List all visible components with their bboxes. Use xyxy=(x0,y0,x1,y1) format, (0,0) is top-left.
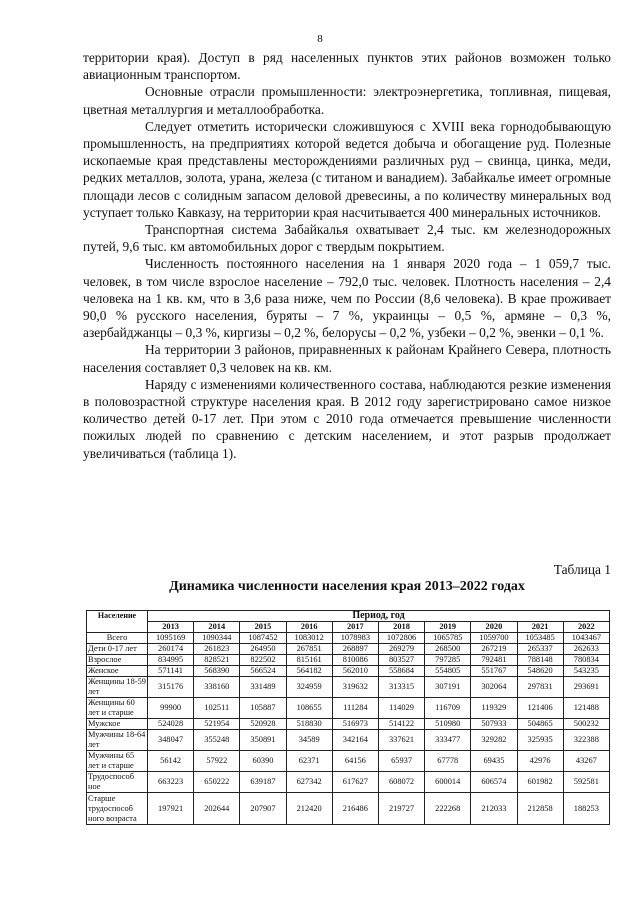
table-cell: 260174 xyxy=(148,644,194,655)
table-row xyxy=(87,677,610,698)
table-cell: 520928 xyxy=(240,719,286,730)
table-row xyxy=(87,772,610,793)
table-cell: 500232 xyxy=(563,719,609,730)
table-cell: 834995 xyxy=(148,655,194,666)
table-cell: 293691 xyxy=(563,677,609,698)
table-cell: 65937 xyxy=(378,751,424,772)
table-cell: 267851 xyxy=(286,644,332,655)
table-cell: 324959 xyxy=(286,677,332,698)
table-cell: 1087452 xyxy=(240,633,286,644)
table-cell: 562010 xyxy=(332,666,378,677)
table-cell: 348047 xyxy=(148,730,194,751)
table-cell: 543235 xyxy=(563,666,609,677)
table-cell: 111284 xyxy=(332,698,378,719)
header-population: Население xyxy=(87,611,148,633)
header-period: Период, год xyxy=(148,611,610,622)
table-cell: 568390 xyxy=(194,666,240,677)
table-cell: 268897 xyxy=(332,644,378,655)
table-row xyxy=(87,793,610,825)
table-cell: 551767 xyxy=(471,666,517,677)
table-cell: 105887 xyxy=(240,698,286,719)
paragraph-3: Следует отметить исторически сложившуюся с XVIII века горнодобывающую промышленность, на предприятиях которой ведется добыча и обогащение руд. Полезные ископаемые края представлены месторождениями различных руд – свинца, цинка, меди, редких металлов, золота, урана, железа (с титаном и ванадием). Забайкалье имеет огромные площади лесов с солидным запасом деловой древесины, а по количеству минеральных вод уступает только Кавказу, на территории края насчитывается 400 минеральных источников. xyxy=(83,118,611,220)
table-cell: 64156 xyxy=(332,751,378,772)
table-cell: 329282 xyxy=(471,730,517,751)
table-cell: 592581 xyxy=(563,772,609,793)
table-cell: 121488 xyxy=(563,698,609,719)
paragraph-6: На территории 3 районов, приравненных к районам Крайнего Севера, плотность населения составляет 0,3 человек на кв. км. xyxy=(83,342,611,375)
table-cell: 1043467 xyxy=(563,633,609,644)
row-label: Трудоспособ ное xyxy=(87,772,148,793)
table-cell: 350891 xyxy=(240,730,286,751)
row-label: Взрослое xyxy=(87,655,148,666)
row-label: Женщины 18-59 лет xyxy=(88,677,146,696)
table-cell: 663223 xyxy=(148,772,194,793)
row-label: Старше трудоспособ ного возраста xyxy=(87,793,148,825)
table-cell: 114029 xyxy=(378,698,424,719)
table-cell: 262633 xyxy=(563,644,609,655)
table-header-row-1 xyxy=(87,611,610,622)
paragraph-2: Основные отрасли промышленности: электроэнергетика, топливная, пищевая, цветная металлургия и металлообработка. xyxy=(83,84,611,117)
table-cell: 627342 xyxy=(286,772,332,793)
table-row xyxy=(87,644,610,655)
row-label: Всего xyxy=(87,633,148,644)
table-title: Динамика численности населения края 2013–2022 годах xyxy=(169,579,525,594)
table-cell: 261823 xyxy=(194,644,240,655)
table-row xyxy=(87,730,610,751)
table-row xyxy=(87,655,610,666)
table-cell: 116709 xyxy=(425,698,471,719)
table-cell: 67778 xyxy=(425,751,471,772)
table-cell: 1059700 xyxy=(471,633,517,644)
paragraph-4: Транспортная система Забайкалья охватывает 2,4 тыс. км железнодорожных путей, 9,6 тыс. км автомобильных дорог с твердым покрытием. xyxy=(83,222,611,255)
population-table-wrapper xyxy=(86,610,610,825)
row-label: Женское xyxy=(87,666,148,677)
table-cell: 212033 xyxy=(471,793,517,825)
page-number: 8 xyxy=(317,33,323,45)
table-label: Таблица 1 xyxy=(553,562,611,577)
year-header: 2018 xyxy=(378,622,424,633)
table-cell: 1065785 xyxy=(425,633,471,644)
table-row xyxy=(87,751,610,772)
table-row xyxy=(87,666,610,677)
table-cell: 564182 xyxy=(286,666,332,677)
table-cell: 119329 xyxy=(471,698,517,719)
table-cell: 43267 xyxy=(563,751,609,772)
table-cell: 108655 xyxy=(286,698,332,719)
table-cell: 325935 xyxy=(517,730,563,751)
table-cell: 815161 xyxy=(286,655,332,666)
row-label: Мужчины 65 лет и старше xyxy=(87,751,148,772)
table-cell: 313315 xyxy=(378,677,424,698)
table-cell: 121406 xyxy=(517,698,563,719)
table-cell: 1083012 xyxy=(286,633,332,644)
table-cell: 333477 xyxy=(425,730,471,751)
table-cell: 828521 xyxy=(194,655,240,666)
table-cell: 639187 xyxy=(240,772,286,793)
table-row xyxy=(87,633,610,644)
table-cell: 617627 xyxy=(332,772,378,793)
table-cell: 265337 xyxy=(517,644,563,655)
table-cell: 355248 xyxy=(194,730,240,751)
table-cell: 322388 xyxy=(563,730,609,751)
table-cell: 788148 xyxy=(517,655,563,666)
table-cell: 222268 xyxy=(425,793,471,825)
table-cell: 518830 xyxy=(286,719,332,730)
table-body xyxy=(87,633,610,825)
table-caption xyxy=(83,561,611,595)
table-cell: 510980 xyxy=(425,719,471,730)
year-header: 2019 xyxy=(425,622,471,633)
table-cell: 307191 xyxy=(425,677,471,698)
table-cell: 62371 xyxy=(286,751,332,772)
table-cell: 600014 xyxy=(425,772,471,793)
table-cell: 315176 xyxy=(148,677,194,698)
table-cell: 797285 xyxy=(425,655,471,666)
table-cell: 269279 xyxy=(378,644,424,655)
table-cell: 267219 xyxy=(471,644,517,655)
table-cell: 56142 xyxy=(148,751,194,772)
row-label: Дети 0-17 лет xyxy=(87,644,148,655)
table-cell: 548620 xyxy=(517,666,563,677)
row-label: Мужчины 18-64 лет xyxy=(87,730,148,751)
body-text xyxy=(83,49,611,462)
table-cell: 212858 xyxy=(517,793,563,825)
paragraph-5: Численность постоянного населения на 1 января 2020 года – 1 059,7 тыс. человек, в том числе взрослое население – 792,0 тыс. человек. Плотность населения – 2,4 человека на 1 кв. км, что в 3,6 раза ниже, чем по России (8,6 человека). В крае проживает 90,0 % русского населения, буряты – 7 %, украинцы – 0,5 %, армяне – 0,3 %, азербайджанцы – 0,3 %, киргизы – 0,2 %, белорусы – 0,2 %, узбеки – 0,2 %, эвенки – 0,1 %. xyxy=(83,256,611,341)
table-row xyxy=(87,719,610,730)
table-cell: 331489 xyxy=(240,677,286,698)
table-cell: 1072806 xyxy=(378,633,424,644)
table-row xyxy=(87,698,610,719)
table-cell: 297831 xyxy=(517,677,563,698)
table-cell: 524028 xyxy=(148,719,194,730)
table-cell: 57922 xyxy=(194,751,240,772)
table-cell: 219727 xyxy=(378,793,424,825)
year-header: 2013 xyxy=(148,622,194,633)
year-header: 2014 xyxy=(194,622,240,633)
table-cell: 342164 xyxy=(332,730,378,751)
table-cell: 608072 xyxy=(378,772,424,793)
table-cell: 60390 xyxy=(240,751,286,772)
table-cell: 822502 xyxy=(240,655,286,666)
table-cell: 554805 xyxy=(425,666,471,677)
table-cell: 34589 xyxy=(286,730,332,751)
year-header: 2022 xyxy=(563,622,609,633)
table-cell: 268500 xyxy=(425,644,471,655)
table-cell: 566524 xyxy=(240,666,286,677)
table-cell: 319632 xyxy=(332,677,378,698)
table-cell: 197921 xyxy=(148,793,194,825)
table-cell: 504865 xyxy=(517,719,563,730)
table-cell: 212420 xyxy=(286,793,332,825)
table-cell: 571141 xyxy=(148,666,194,677)
table-cell: 202644 xyxy=(194,793,240,825)
table-cell: 42976 xyxy=(517,751,563,772)
table-cell: 558684 xyxy=(378,666,424,677)
table-cell: 102511 xyxy=(194,698,240,719)
table-cell: 302064 xyxy=(471,677,517,698)
table-cell: 606574 xyxy=(471,772,517,793)
row-label: Мужское xyxy=(87,719,148,730)
table-cell: 516973 xyxy=(332,719,378,730)
table-header-years xyxy=(87,622,610,633)
table-cell: 216486 xyxy=(332,793,378,825)
table-cell: 338160 xyxy=(194,677,240,698)
year-header: 2016 xyxy=(286,622,332,633)
year-header: 2021 xyxy=(517,622,563,633)
table-cell: 810086 xyxy=(332,655,378,666)
table-cell: 792481 xyxy=(471,655,517,666)
table-cell: 514122 xyxy=(378,719,424,730)
table-cell: 1095169 xyxy=(148,633,194,644)
table-cell: 650222 xyxy=(194,772,240,793)
year-header: 2015 xyxy=(240,622,286,633)
population-table xyxy=(86,610,610,825)
table-cell: 1078983 xyxy=(332,633,378,644)
paragraph-7: Наряду с изменениями количественного состава, наблюдаются резкие изменения в половозрастной структуре населения края. В 2012 году зарегистрировано самое низкое количество детей 0-17 лет. При этом с 2010 года отмечается превышение численности пожилых людей по сравнению с детским населением, и этот разрыв продолжает увеличиваться (таблица 1). xyxy=(83,376,611,461)
table-cell: 803527 xyxy=(378,655,424,666)
table-cell: 264950 xyxy=(240,644,286,655)
table-cell: 1053485 xyxy=(517,633,563,644)
table-cell: 780834 xyxy=(563,655,609,666)
table-cell: 188253 xyxy=(563,793,609,825)
year-header: 2020 xyxy=(471,622,517,633)
row-label: Женщины 60 лет и старше xyxy=(87,698,148,719)
table-cell: 99900 xyxy=(148,698,194,719)
year-header: 2017 xyxy=(332,622,378,633)
table-cell: 207907 xyxy=(240,793,286,825)
table-cell: 507933 xyxy=(471,719,517,730)
table-cell: 69435 xyxy=(471,751,517,772)
table-cell: 1090344 xyxy=(194,633,240,644)
paragraph-1: территории края). Доступ в ряд населенных пунктов этих районов возможен только авиационным транспортом. xyxy=(83,50,611,83)
table-cell: 337621 xyxy=(378,730,424,751)
table-cell: 521954 xyxy=(194,719,240,730)
table-cell: 601982 xyxy=(517,772,563,793)
